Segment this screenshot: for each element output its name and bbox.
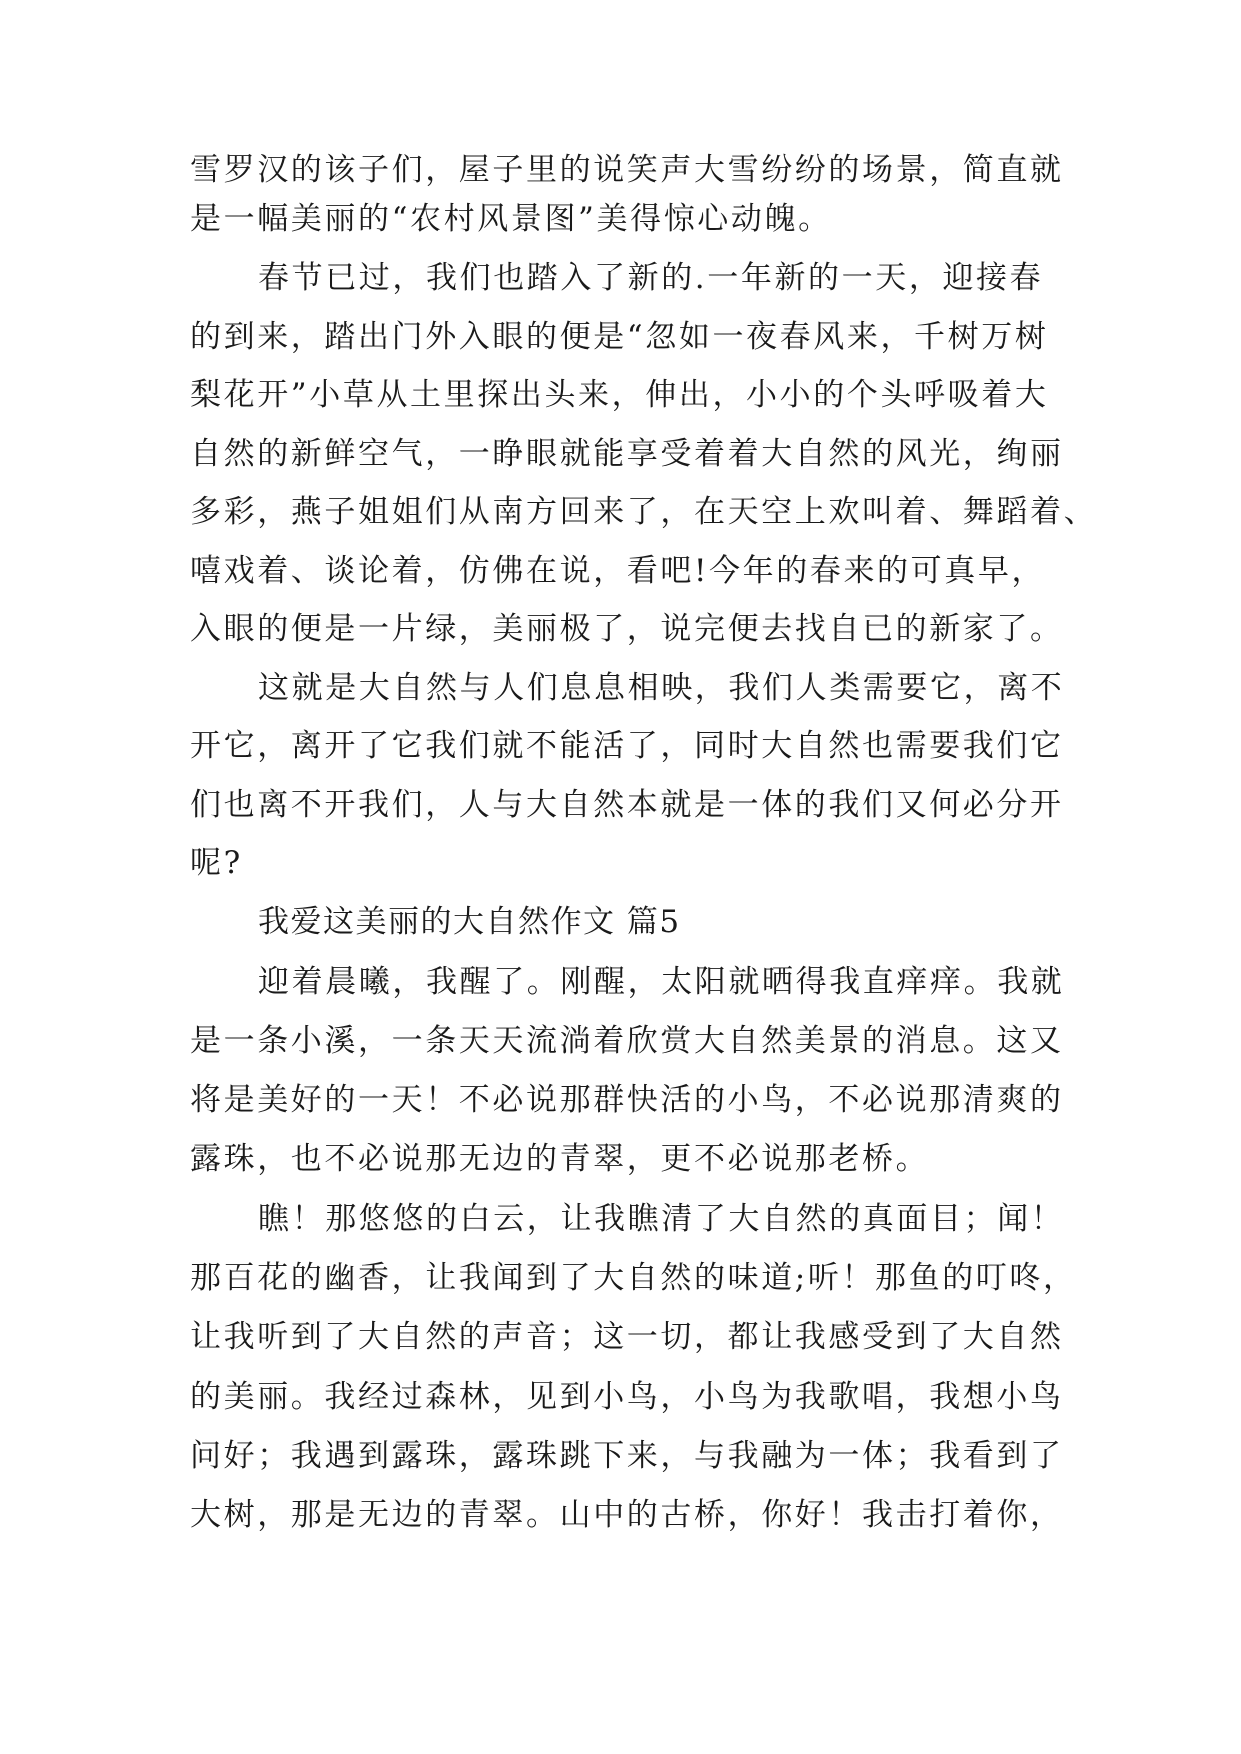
text-line: 雪罗汉的该子们，屋子里的说笑声大雪纷纷的场景，简直就 bbox=[190, 152, 1064, 188]
paragraph-first-line: 迎着晨曦，我醒了。刚醒，太阳就晒得我直痒痒。我就 bbox=[258, 964, 1065, 1000]
text-line: 是一条小溪，一条天天流淌着欣赏大自然美景的消息。这又 bbox=[190, 1023, 1064, 1059]
text-line: 呢? bbox=[190, 845, 243, 881]
text-line: 问好；我遇到露珠，露珠跳下来，与我融为一体；我看到了 bbox=[190, 1438, 1064, 1474]
text-line: 大树，那是无边的青翠。山中的古桥，你好！我击打着你， bbox=[190, 1497, 1064, 1533]
text-line: 入眼的便是一片绿，美丽极了，说完便去找自已的新家了。 bbox=[190, 611, 1064, 647]
text-line: 们也离不开我们，人与大自然本就是一体的我们又何必分开 bbox=[190, 787, 1064, 823]
text-line: 将是美好的一天！不必说那群快活的小鸟，不必说那清爽的 bbox=[190, 1082, 1064, 1118]
text-line: 梨花开”小草从土里探出头来，伸出，小小的个头呼吸着大 bbox=[190, 377, 1049, 413]
text-line: 多彩，燕子姐姐们从南方回来了，在天空上欢叫着、舞蹈着、 bbox=[190, 494, 1098, 530]
paragraph-first-line: 瞧！那悠悠的白云，让我瞧清了大自然的真面目；闻！ bbox=[258, 1201, 1065, 1237]
text-line: 自然的新鲜空气，一睁眼就能享受着着大自然的风光，绚丽 bbox=[190, 436, 1064, 472]
text-line: 嘻戏着、谈论着，仿佛在说，看吧!今年的春来的可真早， bbox=[190, 553, 1046, 589]
section-heading: 我爱这美丽的大自然作文 篇5 bbox=[258, 904, 681, 940]
text-line: 让我听到了大自然的声音；这一切，都让我感受到了大自然 bbox=[190, 1319, 1064, 1355]
text-line: 的到来，踏出门外入眼的便是“忽如一夜春风来，千树万树 bbox=[190, 319, 1049, 355]
paragraph-first-line: 这就是大自然与人们息息相映，我们人类需要它，离不 bbox=[258, 670, 1065, 706]
paragraph-first-line: 春节已过，我们也踏入了新的.一年新的一天，迎接春 bbox=[258, 260, 1044, 296]
text-line: 那百花的幽香，让我闻到了大自然的味道;听！那鱼的叮咚， bbox=[190, 1260, 1077, 1296]
text-line: 是一幅美丽的“农村风景图”美得惊心动魄。 bbox=[190, 201, 832, 237]
text-line: 开它，离开了它我们就不能活了，同时大自然也需要我们它 bbox=[190, 728, 1064, 764]
text-line: 露珠，也不必说那无边的青翠，更不必说那老桥。 bbox=[190, 1141, 930, 1177]
text-line: 的美丽。我经过森林，见到小鸟，小鸟为我歌唱，我想小鸟 bbox=[190, 1379, 1064, 1415]
